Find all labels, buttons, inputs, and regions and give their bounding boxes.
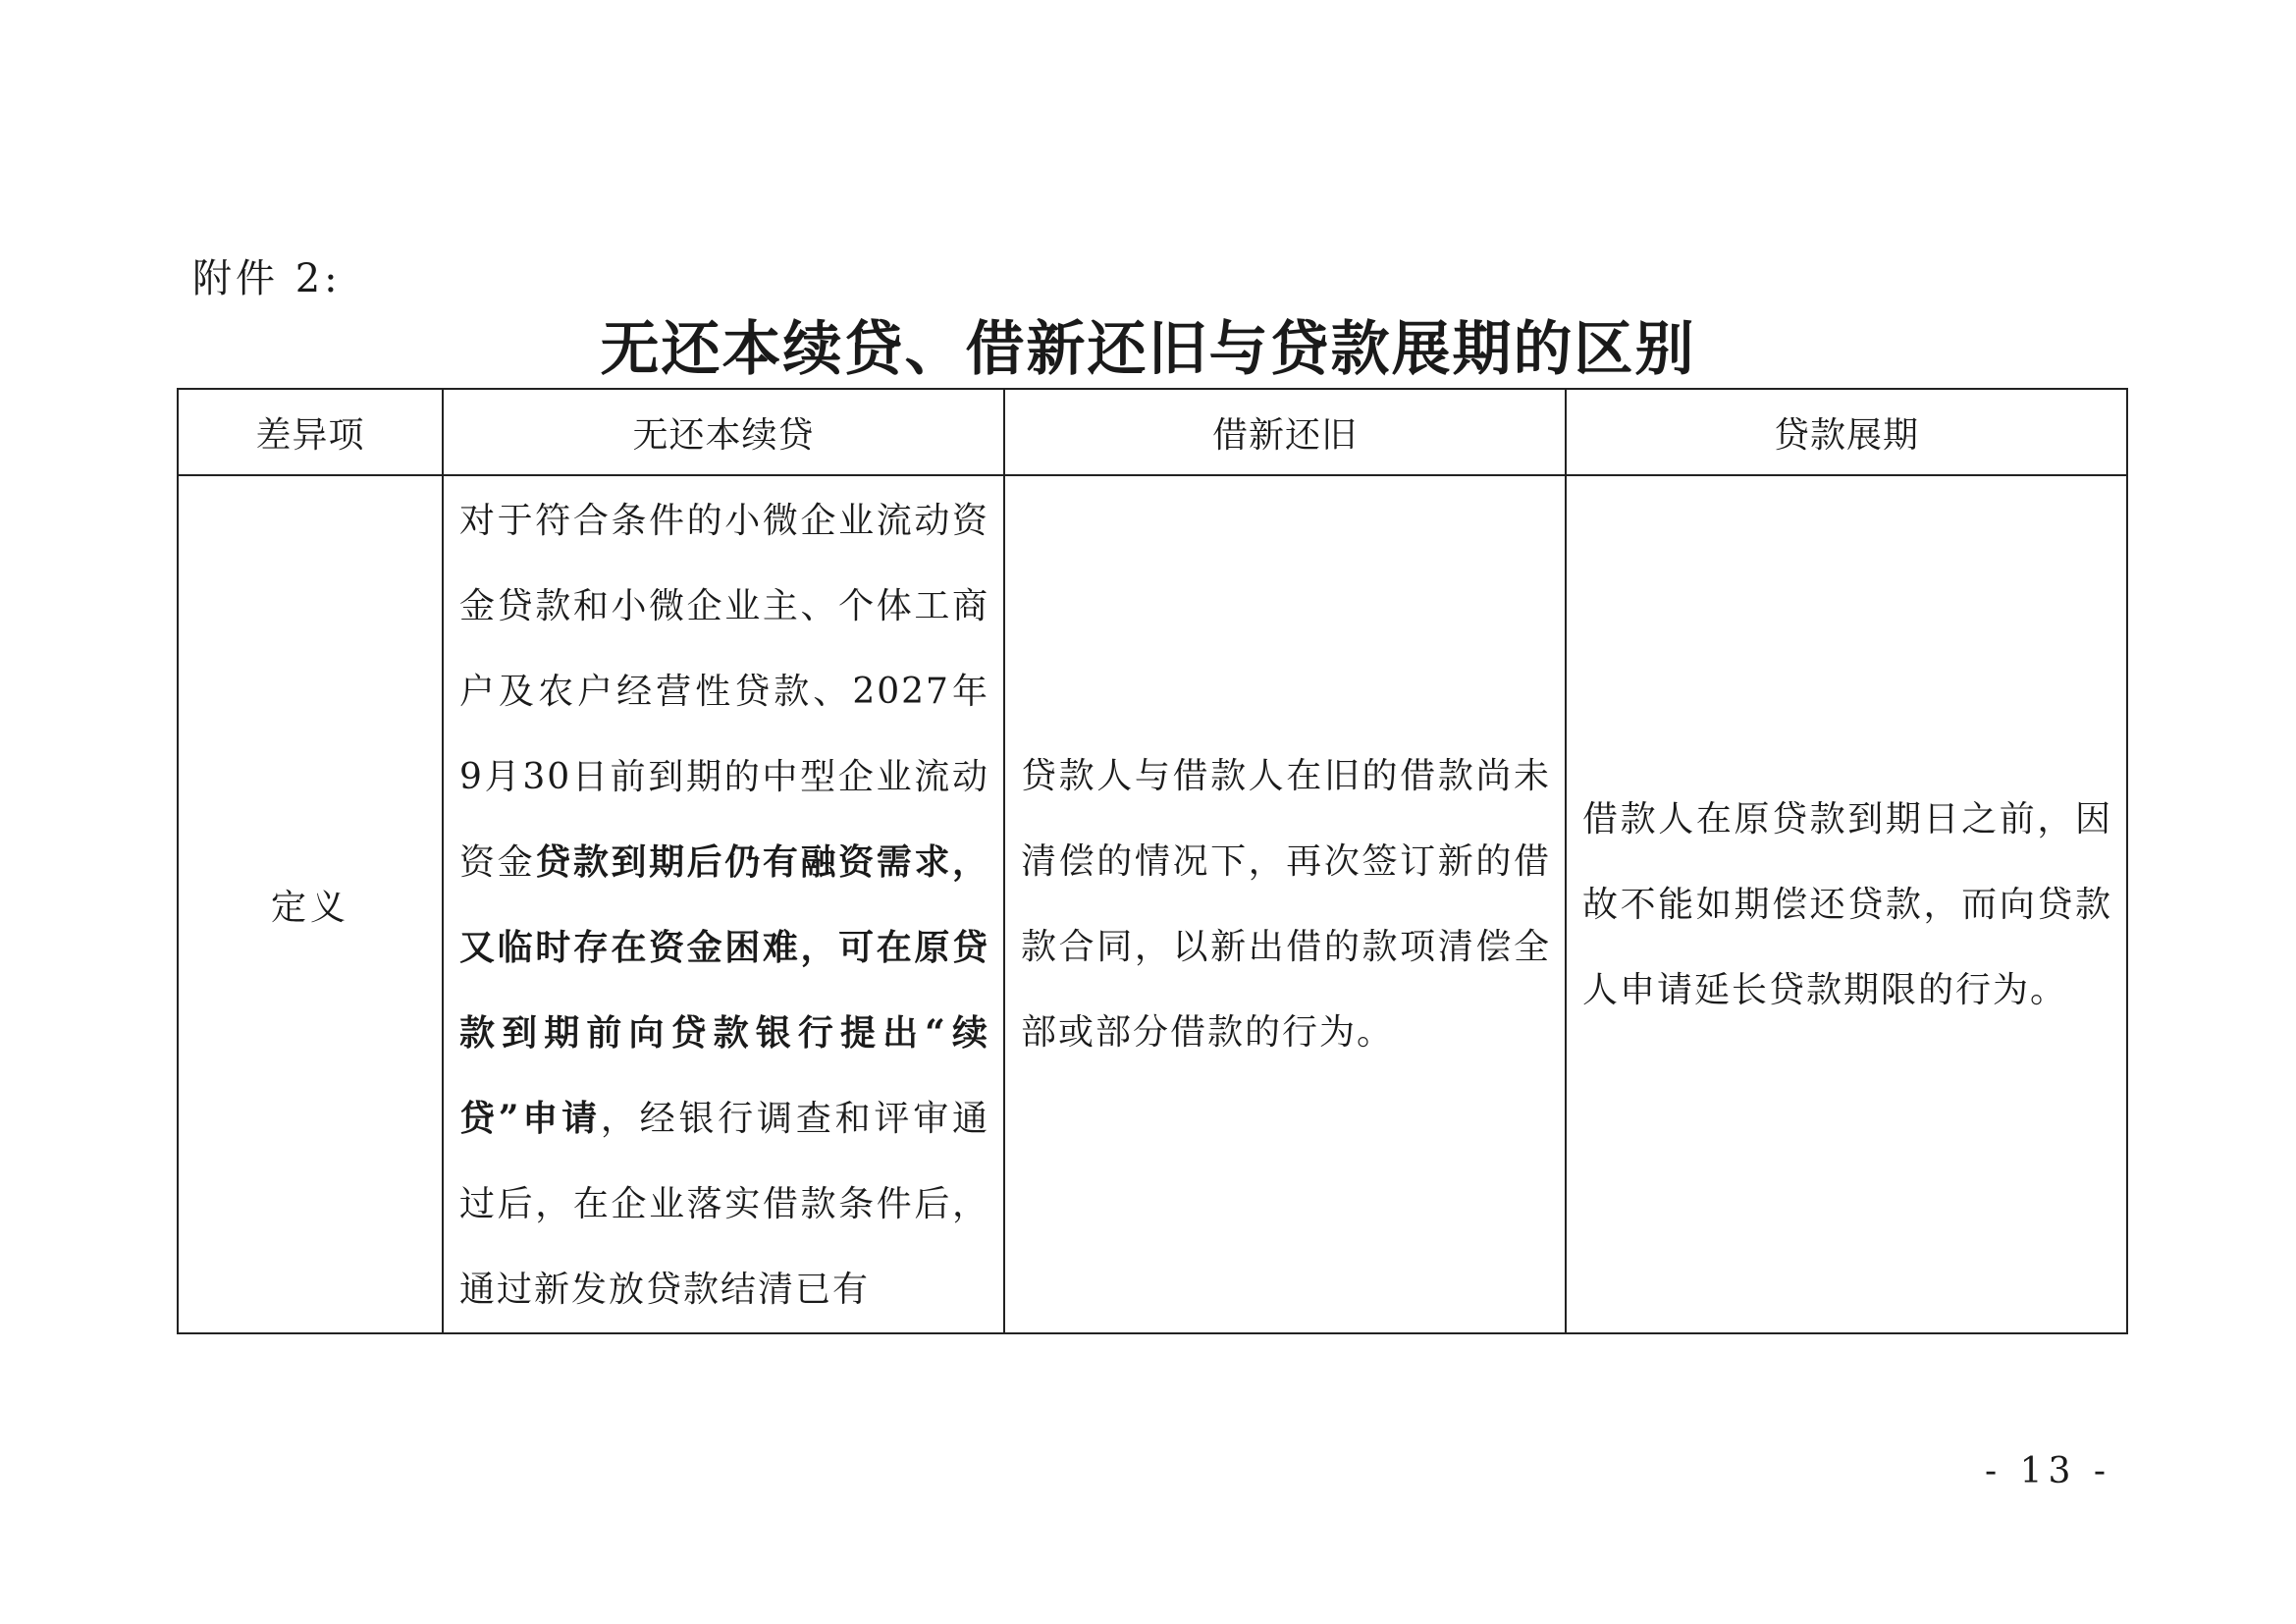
- borrow-new-repay-old-text: 贷款人与借款人在旧的借款尚未清偿的情况下，再次签订新的借款合同，以新出借的款项清偿全部或部分借款的行为。: [1021, 756, 1551, 1053]
- row-label-definition: 定义: [178, 475, 443, 1333]
- cell-no-repay-renewal-definition: [443, 475, 1004, 1333]
- definition-text-bold: 贷款到期后仍有融资需求，又临时存在资金困难，可在原贷款到期前向贷款银行提出“续贷”申请: [459, 841, 989, 1139]
- page-number: - 13 -: [1984, 1451, 2111, 1491]
- loan-extension-text: 借款人在原贷款到期日之前，因故不能如期偿还贷款，而向贷款人申请延长贷款期限的行为。: [1582, 798, 2112, 1010]
- cell-borrow-new-repay-old-definition: [1004, 475, 1566, 1333]
- header-no-repay-renewal: 无还本续贷: [443, 389, 1004, 475]
- header-loan-extension: 贷款展期: [1566, 389, 2127, 475]
- header-difference-item: 差异项: [178, 389, 443, 475]
- definition-text-part1: 对于符合条件的小微企业流动资金贷款和小微企业主、个体工商户及农户经营性贷款、2027年9月30日前到期的中型企业流动资金: [459, 501, 989, 883]
- comparison-table: [177, 388, 2128, 1334]
- table-row-definition: [178, 475, 2127, 1333]
- attachment-label: 附件 2:: [192, 256, 342, 301]
- cell-loan-extension-definition: [1566, 475, 2127, 1333]
- table-header-row: [178, 389, 2127, 475]
- document-title: 无还本续贷、借新还旧与贷款展期的区别: [600, 315, 1696, 384]
- definition-text-part3: ，经银行调查和评审通过后，在企业落实借款条件后，通过新发放贷款结清已有: [459, 1099, 989, 1310]
- header-borrow-new-repay-old: 借新还旧: [1004, 389, 1566, 475]
